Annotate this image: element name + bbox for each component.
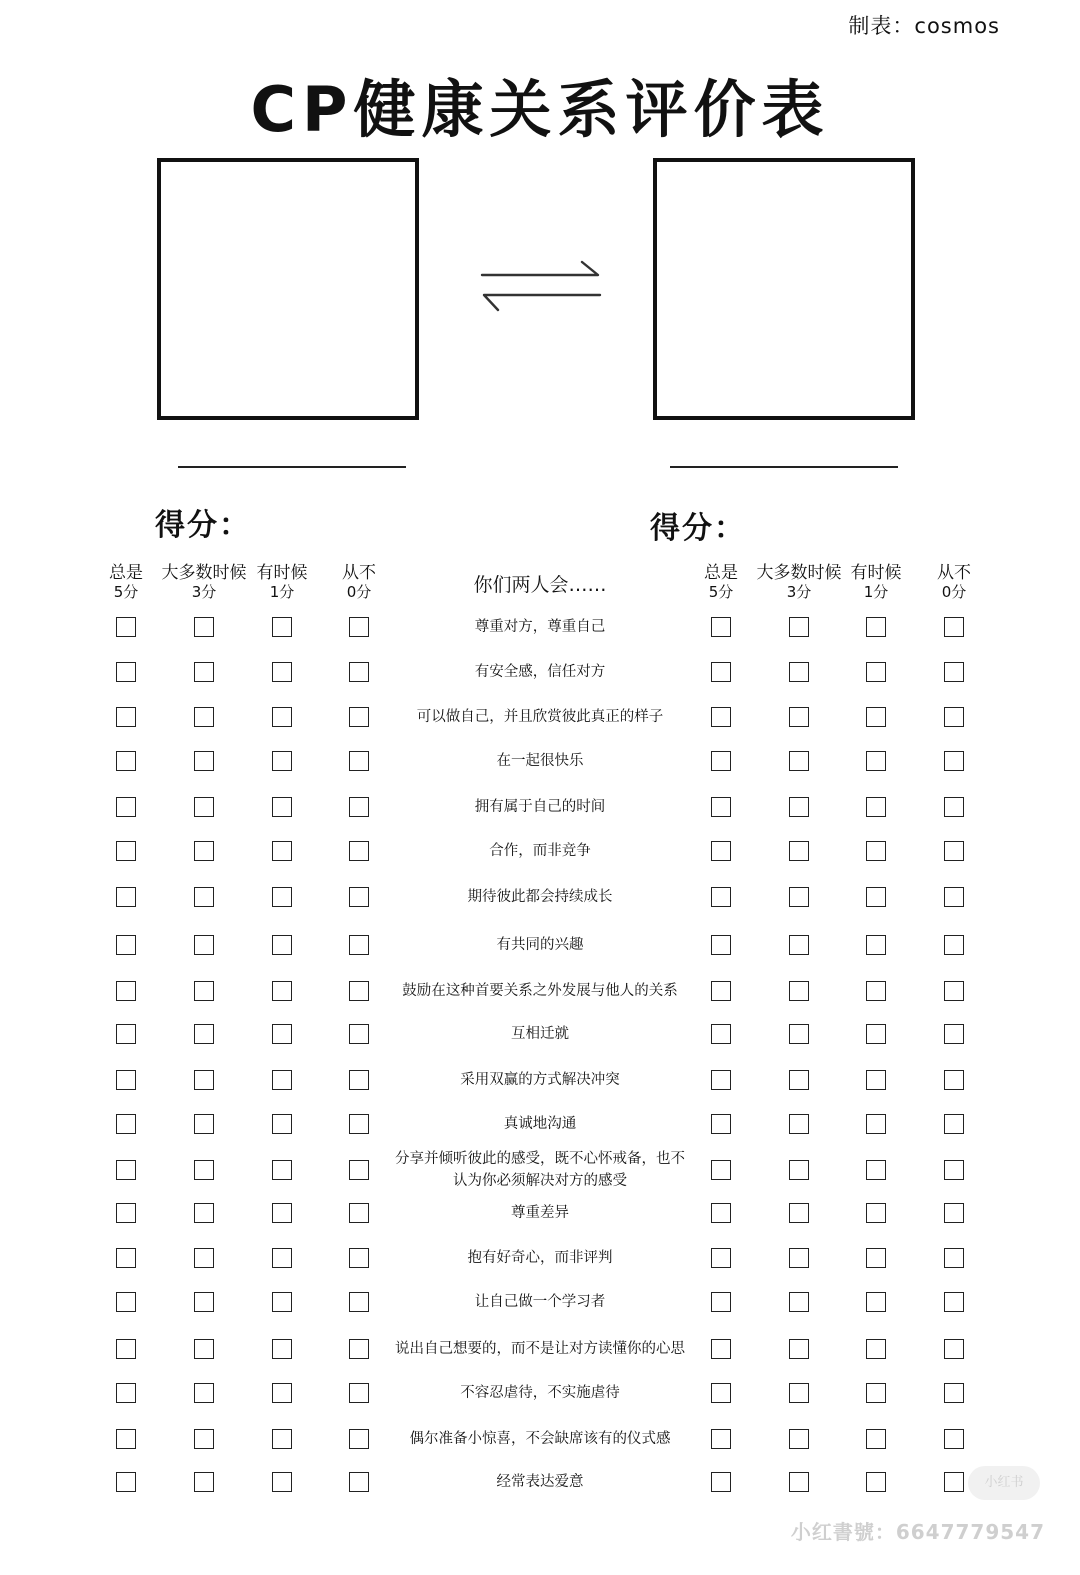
checkbox-right-always[interactable] (711, 751, 731, 771)
checkbox-right-mostly[interactable] (789, 797, 809, 817)
checkbox-right-mostly[interactable] (789, 1339, 809, 1359)
checkbox-left-never[interactable] (349, 1339, 369, 1359)
checkbox-left-mostly[interactable] (194, 1114, 214, 1134)
checkbox-right-never[interactable] (944, 617, 964, 637)
statement-text: 可以做自己，并且欣赏彼此真正的样子 (416, 709, 664, 725)
checkbox-right-mostly[interactable] (789, 751, 809, 771)
checkbox-left-never[interactable] (349, 935, 369, 955)
checkbox-right-never[interactable] (944, 1114, 964, 1134)
statement-text: 采用双赢的方式解决冲突 (460, 1072, 620, 1088)
checkbox-right-always[interactable] (711, 841, 731, 861)
column-label: 有时候 (850, 563, 902, 583)
checkbox-right-never[interactable] (944, 1070, 964, 1090)
checkbox-left-never[interactable] (349, 617, 369, 637)
checkbox-left-mostly[interactable] (194, 797, 214, 817)
statement-text: 真诚地沟通 (503, 1116, 577, 1132)
checkbox-left-never[interactable] (349, 887, 369, 907)
column-header-left-never (342, 564, 376, 602)
checkbox-right-never[interactable] (944, 662, 964, 682)
checkbox-left-mostly[interactable] (194, 707, 214, 727)
checkbox-left-always[interactable] (116, 1160, 136, 1180)
column-header-right-mostly (757, 564, 842, 602)
table-row (0, 931, 1080, 959)
checkbox-left-sometimes[interactable] (272, 1383, 292, 1403)
checkbox-left-mostly[interactable] (194, 617, 214, 637)
table-row (0, 1110, 1080, 1138)
column-points: 0分 (346, 583, 372, 601)
checkbox-left-sometimes[interactable] (272, 1203, 292, 1223)
checkbox-left-mostly[interactable] (194, 887, 214, 907)
table-row (0, 977, 1080, 1005)
table-row (0, 613, 1080, 641)
checkbox-right-always[interactable] (711, 662, 731, 682)
checkbox-right-mostly[interactable] (789, 707, 809, 727)
table-row (0, 1244, 1080, 1272)
column-header-right-sometimes (851, 564, 902, 602)
name-line-left[interactable] (178, 466, 406, 468)
checkbox-right-never[interactable] (944, 1339, 964, 1359)
table-row (0, 793, 1080, 821)
checkbox-left-never[interactable] (349, 1292, 369, 1312)
checkbox-left-always[interactable] (116, 1292, 136, 1312)
checkbox-left-always[interactable] (116, 981, 136, 1001)
checkbox-left-mostly[interactable] (194, 1160, 214, 1180)
checkbox-left-mostly[interactable] (194, 1024, 214, 1044)
statement-text: 鼓励在这种首要关系之外发展与他人的关系 (402, 983, 678, 999)
checkbox-right-always[interactable] (711, 1070, 731, 1090)
checkbox-right-always[interactable] (711, 1114, 731, 1134)
table-row (0, 1425, 1080, 1453)
statement-text: 抱有好奇心，而非评判 (467, 1250, 613, 1266)
checkbox-left-sometimes[interactable] (272, 1472, 292, 1492)
checkbox-right-mostly[interactable] (789, 617, 809, 637)
column-header-left-sometimes (257, 564, 308, 602)
checkbox-right-sometimes[interactable] (866, 1203, 886, 1223)
checkbox-right-mostly[interactable] (789, 1383, 809, 1403)
column-header-right-never (937, 564, 971, 602)
checkbox-left-mostly[interactable] (194, 1070, 214, 1090)
checkbox-left-sometimes[interactable] (272, 617, 292, 637)
statement-text: 经常表达爱意 (496, 1474, 584, 1490)
checkbox-right-mostly[interactable] (789, 1248, 809, 1268)
column-points: 5分 (708, 583, 734, 601)
checkbox-left-never[interactable] (349, 1248, 369, 1268)
checkbox-right-sometimes[interactable] (866, 1070, 886, 1090)
checkbox-left-mostly[interactable] (194, 981, 214, 1001)
checkbox-left-sometimes[interactable] (272, 887, 292, 907)
checkbox-left-always[interactable] (116, 707, 136, 727)
column-label: 总是 (109, 563, 143, 583)
checkbox-right-sometimes[interactable] (866, 935, 886, 955)
checkbox-right-sometimes[interactable] (866, 662, 886, 682)
column-header-right-always (704, 564, 738, 602)
checkbox-left-never[interactable] (349, 1160, 369, 1180)
exchange-arrows-icon (478, 258, 604, 318)
checkbox-right-sometimes[interactable] (866, 1160, 886, 1180)
table-row (0, 1199, 1080, 1227)
statement-text: 让自己做一个学习者 (474, 1294, 606, 1310)
table-row (0, 703, 1080, 731)
checkbox-right-never[interactable] (944, 841, 964, 861)
statement-text: 尊重对方，尊重自己 (474, 619, 606, 635)
checkbox-left-never[interactable] (349, 662, 369, 682)
checkbox-right-never[interactable] (944, 1160, 964, 1180)
checkbox-right-sometimes[interactable] (866, 707, 886, 727)
checkbox-right-always[interactable] (711, 1383, 731, 1403)
checkbox-right-sometimes[interactable] (866, 1472, 886, 1492)
checkbox-left-sometimes[interactable] (272, 1429, 292, 1449)
checkbox-left-always[interactable] (116, 841, 136, 861)
checkbox-left-mostly[interactable] (194, 841, 214, 861)
page-title: CP健康关系评价表 (250, 73, 830, 146)
checkbox-left-sometimes[interactable] (272, 797, 292, 817)
checkbox-left-always[interactable] (116, 662, 136, 682)
checkbox-left-always[interactable] (116, 935, 136, 955)
watermark-logo: 小红书 (968, 1466, 1040, 1500)
checkbox-right-mostly[interactable] (789, 1070, 809, 1090)
photo-box-left[interactable] (157, 158, 419, 420)
checkbox-left-never[interactable] (349, 841, 369, 861)
checkbox-right-sometimes[interactable] (866, 841, 886, 861)
checkbox-left-sometimes[interactable] (272, 1070, 292, 1090)
checkbox-right-never[interactable] (944, 1203, 964, 1223)
statement-text: 期待彼此都会持续成长 (467, 889, 613, 905)
creator-credit: 制表：cosmos (848, 14, 1000, 38)
checkbox-left-sometimes[interactable] (272, 1248, 292, 1268)
statement-text: 互相迁就 (511, 1026, 569, 1042)
checkbox-right-always[interactable] (711, 797, 731, 817)
checkbox-right-sometimes[interactable] (866, 1114, 886, 1134)
statement-text: 拥有属于自己的时间 (474, 799, 606, 815)
checkbox-left-mostly[interactable] (194, 1339, 214, 1359)
checkbox-right-mostly[interactable] (789, 935, 809, 955)
checkbox-right-sometimes[interactable] (866, 887, 886, 907)
column-label: 总是 (704, 563, 738, 583)
checkbox-right-always[interactable] (711, 1292, 731, 1312)
checkbox-right-mostly[interactable] (789, 1024, 809, 1044)
checkbox-left-mostly[interactable] (194, 1429, 214, 1449)
checkbox-left-always[interactable] (116, 887, 136, 907)
statement-text: 分享并倾听彼此的感受，既不心怀戒备，也不认为你必须解决对方的感受 (395, 1151, 685, 1189)
checkbox-left-always[interactable] (116, 1203, 136, 1223)
checkbox-right-always[interactable] (711, 1429, 731, 1449)
checkbox-right-never[interactable] (944, 797, 964, 817)
checkbox-right-never[interactable] (944, 981, 964, 1001)
table-row (0, 1335, 1080, 1363)
table-row (0, 883, 1080, 911)
name-line-right[interactable] (670, 466, 898, 468)
checkbox-left-always[interactable] (116, 1070, 136, 1090)
column-label: 从不 (342, 563, 376, 583)
checkbox-right-always[interactable] (711, 1203, 731, 1223)
checkbox-left-mostly[interactable] (194, 662, 214, 682)
checkbox-right-mostly[interactable] (789, 1292, 809, 1312)
checkbox-left-sometimes[interactable] (272, 935, 292, 955)
checkbox-right-sometimes[interactable] (866, 1248, 886, 1268)
checkbox-left-mostly[interactable] (194, 935, 214, 955)
checkbox-right-always[interactable] (711, 707, 731, 727)
checkbox-right-mostly[interactable] (789, 1160, 809, 1180)
checkbox-right-never[interactable] (944, 1024, 964, 1044)
table-row (0, 1288, 1080, 1316)
column-points: 3分 (786, 583, 812, 601)
checkbox-right-never[interactable] (944, 1429, 964, 1449)
checkbox-left-sometimes[interactable] (272, 981, 292, 1001)
checkbox-right-never[interactable] (944, 1292, 964, 1312)
checkbox-left-never[interactable] (349, 1070, 369, 1090)
checkbox-right-always[interactable] (711, 1248, 731, 1268)
checkbox-right-mostly[interactable] (789, 841, 809, 861)
checkbox-right-mostly[interactable] (789, 887, 809, 907)
column-label: 大多数时候 (161, 563, 247, 583)
checkbox-left-never[interactable] (349, 1429, 369, 1449)
statement-text: 在一起很快乐 (496, 753, 584, 769)
checkbox-right-sometimes[interactable] (866, 1024, 886, 1044)
checkbox-right-always[interactable] (711, 935, 731, 955)
checkbox-right-always[interactable] (711, 1160, 731, 1180)
checkbox-left-never[interactable] (349, 1114, 369, 1134)
checkbox-right-always[interactable] (711, 887, 731, 907)
checkbox-left-sometimes[interactable] (272, 1292, 292, 1312)
checkbox-right-never[interactable] (944, 707, 964, 727)
checkbox-right-sometimes[interactable] (866, 1383, 886, 1403)
checkbox-left-sometimes[interactable] (272, 841, 292, 861)
checkbox-left-sometimes[interactable] (272, 707, 292, 727)
checkbox-left-mostly[interactable] (194, 1292, 214, 1312)
table-row (0, 1151, 1080, 1189)
column-label: 大多数时候 (756, 563, 842, 583)
table-row (0, 1020, 1080, 1048)
column-header-left-always (109, 564, 143, 602)
checkbox-left-always[interactable] (116, 1248, 136, 1268)
checkbox-left-always[interactable] (116, 797, 136, 817)
checkbox-right-sometimes[interactable] (866, 1339, 886, 1359)
checkbox-left-sometimes[interactable] (272, 1339, 292, 1359)
table-row (0, 1379, 1080, 1407)
checkbox-right-sometimes[interactable] (866, 797, 886, 817)
checkbox-left-never[interactable] (349, 797, 369, 817)
checkbox-right-always[interactable] (711, 1339, 731, 1359)
checkbox-left-mostly[interactable] (194, 1383, 214, 1403)
checkbox-right-sometimes[interactable] (866, 1429, 886, 1449)
checkbox-left-never[interactable] (349, 1024, 369, 1044)
table-row (0, 658, 1080, 686)
checkbox-right-always[interactable] (711, 1024, 731, 1044)
checkbox-left-never[interactable] (349, 1383, 369, 1403)
statement-text: 有安全感，信任对方 (474, 664, 606, 680)
checkbox-left-always[interactable] (116, 751, 136, 771)
checkbox-right-sometimes[interactable] (866, 751, 886, 771)
statement-text: 不容忍虐待，不实施虐待 (460, 1385, 620, 1401)
checkbox-left-sometimes[interactable] (272, 1024, 292, 1044)
checkbox-right-mostly[interactable] (789, 1203, 809, 1223)
checkbox-left-mostly[interactable] (194, 1248, 214, 1268)
column-points: 0分 (941, 583, 967, 601)
checkbox-left-always[interactable] (116, 1339, 136, 1359)
column-points: 3分 (191, 583, 217, 601)
statement-text: 有共同的兴趣 (496, 937, 584, 953)
checkbox-right-always[interactable] (711, 1472, 731, 1492)
statement-text: 尊重差异 (511, 1205, 569, 1221)
checkbox-right-sometimes[interactable] (866, 981, 886, 1001)
score-label-left: 得分： (155, 508, 251, 543)
statements-header: 你们两人会…… (473, 574, 607, 596)
statement-text: 偶尔准备小惊喜，不会缺席该有的仪式感 (409, 1431, 671, 1447)
checkbox-left-mostly[interactable] (194, 751, 214, 771)
checkbox-right-mostly[interactable] (789, 662, 809, 682)
statement-text: 合作，而非竞争 (489, 843, 591, 859)
checkbox-right-mostly[interactable] (789, 981, 809, 1001)
checkbox-left-always[interactable] (116, 1429, 136, 1449)
checkbox-left-never[interactable] (349, 707, 369, 727)
checkbox-right-never[interactable] (944, 1248, 964, 1268)
column-points: 5分 (113, 583, 139, 601)
checkbox-right-sometimes[interactable] (866, 1292, 886, 1312)
column-header-left-mostly (162, 564, 247, 602)
watermark: 小红書號：6647779547 (790, 1520, 1045, 1544)
checkbox-left-never[interactable] (349, 1203, 369, 1223)
score-label-right: 得分： (650, 511, 746, 546)
checkbox-right-never[interactable] (944, 1472, 964, 1492)
checkbox-right-sometimes[interactable] (866, 617, 886, 637)
checkbox-left-never[interactable] (349, 1472, 369, 1492)
checkbox-right-mostly[interactable] (789, 1472, 809, 1492)
checkbox-left-sometimes[interactable] (272, 1114, 292, 1134)
checkbox-left-always[interactable] (116, 617, 136, 637)
checkbox-left-always[interactable] (116, 1472, 136, 1492)
statement-text: 说出自己想要的，而不是让对方读懂你的心思 (395, 1341, 685, 1357)
checkbox-left-always[interactable] (116, 1114, 136, 1134)
table-row (0, 837, 1080, 865)
table-row (0, 747, 1080, 775)
checkbox-right-always[interactable] (711, 617, 731, 637)
checkbox-left-always[interactable] (116, 1383, 136, 1403)
column-points: 1分 (863, 583, 889, 601)
checkbox-right-never[interactable] (944, 935, 964, 955)
checkbox-left-sometimes[interactable] (272, 662, 292, 682)
column-label: 从不 (937, 563, 971, 583)
checkbox-right-mostly[interactable] (789, 1429, 809, 1449)
checkbox-left-mostly[interactable] (194, 1472, 214, 1492)
column-points: 1分 (269, 583, 295, 601)
checkbox-left-always[interactable] (116, 1024, 136, 1044)
checkbox-left-sometimes[interactable] (272, 751, 292, 771)
checkbox-right-mostly[interactable] (789, 1114, 809, 1134)
table-row (0, 1066, 1080, 1094)
checkbox-right-never[interactable] (944, 1383, 964, 1403)
checkbox-left-mostly[interactable] (194, 1203, 214, 1223)
checkbox-right-never[interactable] (944, 751, 964, 771)
checkbox-left-never[interactable] (349, 981, 369, 1001)
column-label: 有时候 (256, 563, 308, 583)
table-row (0, 1468, 1080, 1496)
checkbox-right-always[interactable] (711, 981, 731, 1001)
checkbox-left-sometimes[interactable] (272, 1160, 292, 1180)
checkbox-right-never[interactable] (944, 887, 964, 907)
checkbox-left-never[interactable] (349, 751, 369, 771)
photo-box-right[interactable] (653, 158, 915, 420)
